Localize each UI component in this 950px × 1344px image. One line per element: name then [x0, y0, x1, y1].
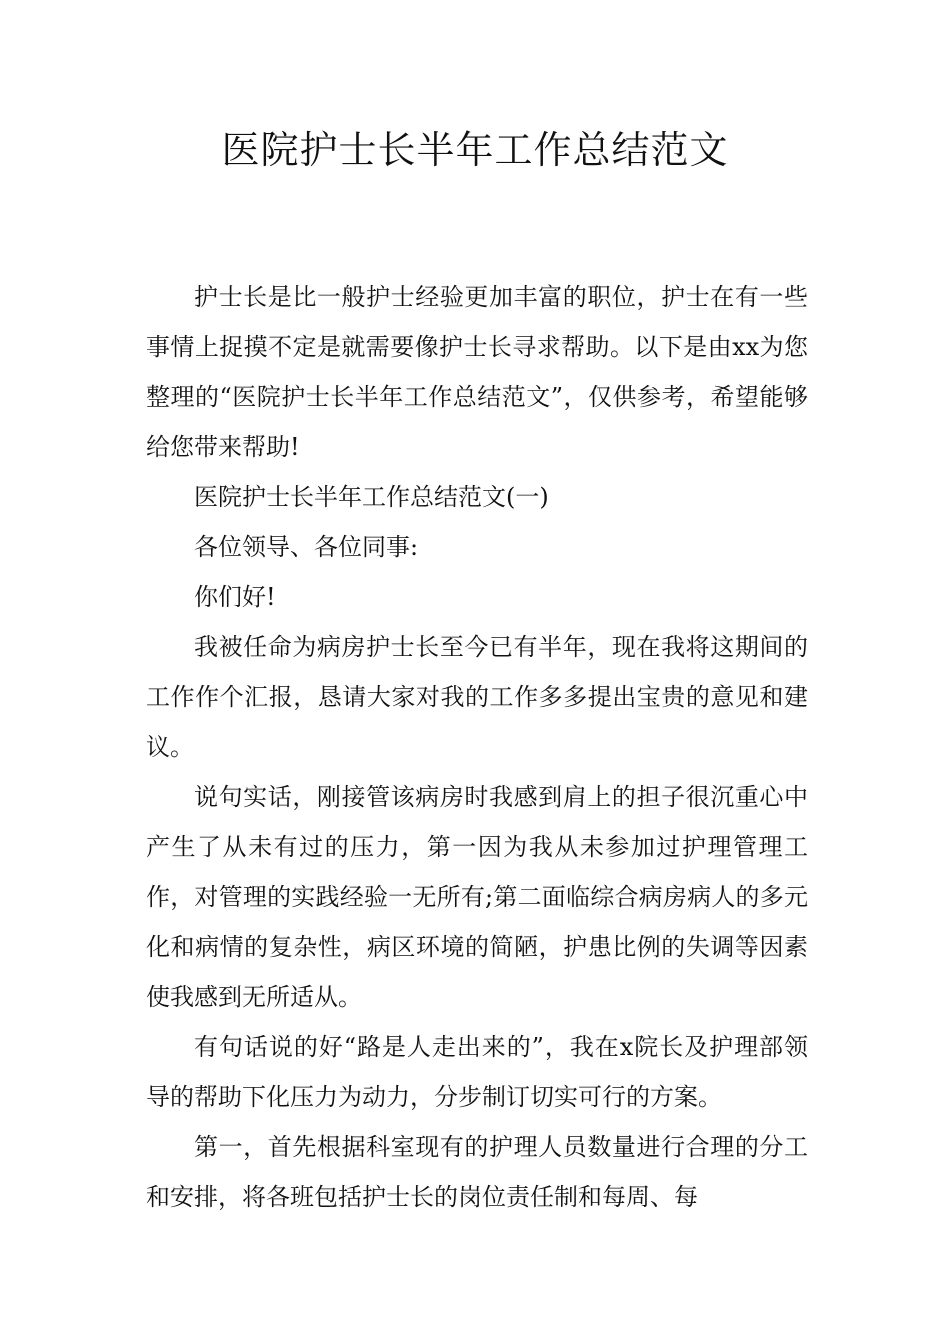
body-paragraph: 第一，首先根据科室现有的护理人员数量进行合理的分工和安排，将各班包括护士长的岗位责任制和每周、每	[146, 1133, 808, 1211]
body-paragraph: 我被任命为病房护士长至今已有半年，现在我将这期间的工作作个汇报，恳请大家对我的工作多多提出宝贵的意见和建议。	[146, 633, 808, 761]
intro-paragraph: 护士长是比一般护士经验更加丰富的职位，护士在有一些事情上捉摸不定是就需要像护士长寻求帮助。以下是由xx为您整理的“医院护士长半年工作总结范文”，仅供参考，希望能够给您带来帮助!	[146, 283, 808, 461]
document-body	[146, 272, 808, 1222]
document-title: 医院护士长半年工作总结范文	[221, 128, 729, 172]
section-heading: 医院护士长半年工作总结范文(一)	[194, 483, 549, 511]
body-paragraph: 有句话说的好“路是人走出来的”，我在x院长及护理部领导的帮助下化压力为动力，分步制订切实可行的方案。	[146, 1033, 808, 1111]
greeting: 你们好!	[194, 583, 276, 611]
body-paragraph: 说句实话，刚接管该病房时我感到肩上的担子很沉重心中产生了从未有过的压力，第一因为我从未参加过护理管理工作，对管理的实践经验一无所有;第二面临综合病房病人的多元化和病情的复杂性，病区环境的简陋，护患比例的失调等因素使我感到无所适从。	[146, 783, 808, 1011]
salutation: 各位领导、各位同事:	[194, 533, 419, 561]
